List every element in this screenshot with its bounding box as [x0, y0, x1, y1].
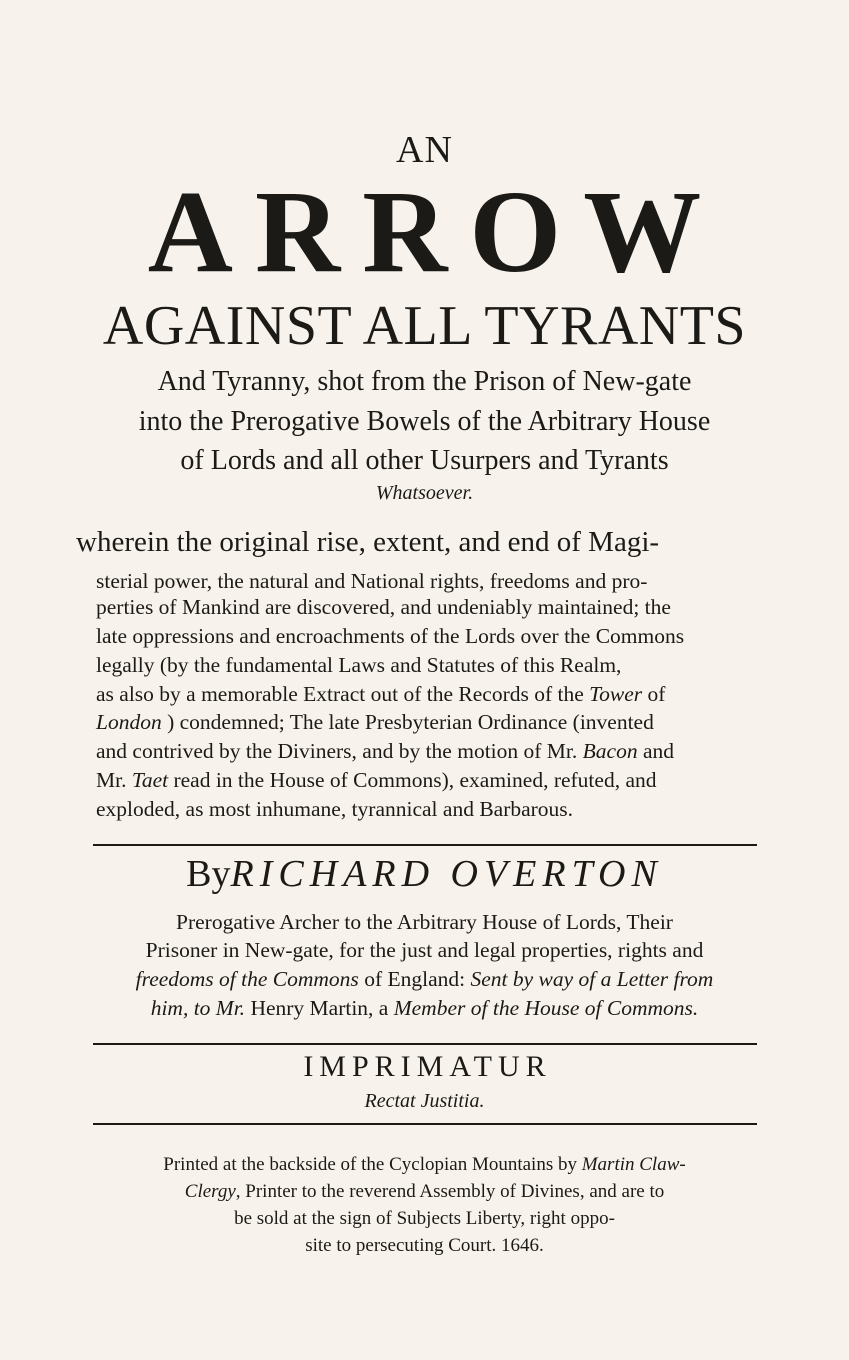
imprint-line: be sold at the sign of Subjects Liberty, right oppo- — [234, 1208, 615, 1229]
subtitle-line: into the Prerogative Bowels of the Arbitrary House — [138, 406, 711, 437]
author-credit-line: Prerogative Archer to the Arbitrary House of Lords, Their — [176, 910, 673, 934]
description-line — [96, 768, 656, 793]
imprimatur-motto: Rectat Justitia. — [364, 1090, 485, 1112]
text: read in the House of Commons), examined, refuted, and — [168, 768, 657, 792]
text: and contrived by the Diviners, and by the motion of Mr. — [96, 739, 583, 763]
italic-text: London — [96, 710, 162, 734]
subtitle-line: And Tyranny, shot from the Prison of New-gate — [157, 366, 692, 397]
italic-text: Bacon — [582, 739, 638, 763]
italic-text: Member of the House of Commons. — [393, 996, 699, 1020]
description-first-line: wherein the original rise, extent, and end of Magi- — [76, 526, 660, 558]
by-label: By — [186, 853, 231, 895]
description-line: perties of Mankind are discovered, and undeniably maintained; the — [96, 595, 671, 619]
italic-text: Clergy — [184, 1181, 236, 1202]
italic-text: him, to Mr. — [150, 996, 246, 1020]
italic-text: freedoms of the Commons — [135, 967, 359, 991]
author-credit-line — [0, 996, 849, 1021]
text: ) condemned; The late Presbyterian Ordinance (invented — [161, 710, 654, 734]
author-credit-line: Prisoner in New-gate, for the just and legal properties, rights and — [145, 938, 704, 962]
title-arrow: ARROW — [147, 166, 724, 297]
italic-text: Taet — [131, 768, 169, 792]
author-credit-line — [0, 967, 849, 992]
subtitle-line: of Lords and all other Usurpers and Tyrants — [180, 445, 669, 476]
divider — [93, 1043, 757, 1045]
description-line: exploded, as most inhumane, tyrannical and Barbarous. — [96, 797, 574, 821]
description-line: legally (by the fundamental Laws and Statutes of this Realm, — [96, 653, 622, 677]
text: of — [642, 682, 666, 706]
italic-text: Martin Claw- — [581, 1154, 686, 1175]
imprint-line — [0, 1181, 849, 1203]
text: of England: — [358, 967, 471, 991]
description-line — [96, 739, 674, 764]
description-line: late oppressions and encroachments of the Lords over the Commons — [96, 624, 685, 648]
divider — [93, 844, 757, 846]
text: Printed at the backside of the Cyclopian Mountains by — [163, 1154, 582, 1175]
text: as also by a memorable Extract out of the Records of the — [96, 682, 590, 706]
subtitle-whatsoever: Whatsoever. — [375, 482, 474, 504]
italic-text: Sent by way of a Letter from — [470, 967, 714, 991]
imprint-line: site to persecuting Court. 1646. — [305, 1235, 544, 1256]
description-line: sterial power, the natural and National rights, freedoms and pro- — [96, 569, 648, 593]
author-name: RICHARD OVERTON — [230, 853, 663, 895]
title-an: AN — [396, 129, 453, 171]
description-line — [96, 710, 654, 735]
italic-text: Tower — [589, 682, 643, 706]
text: Mr. — [96, 768, 132, 792]
divider — [93, 1123, 757, 1125]
text: Henry Martin, a — [245, 996, 394, 1020]
title-against-all-tyrants: AGAINST ALL TYRANTS — [102, 295, 747, 357]
imprint-line — [0, 1154, 849, 1176]
text: and — [637, 739, 675, 763]
imprimatur-label: IMPRIMATUR — [303, 1050, 552, 1083]
author-byline — [0, 852, 849, 896]
description-line — [96, 682, 665, 707]
text: , Printer to the reverend Assembly of Divines, and are to — [235, 1181, 665, 1202]
